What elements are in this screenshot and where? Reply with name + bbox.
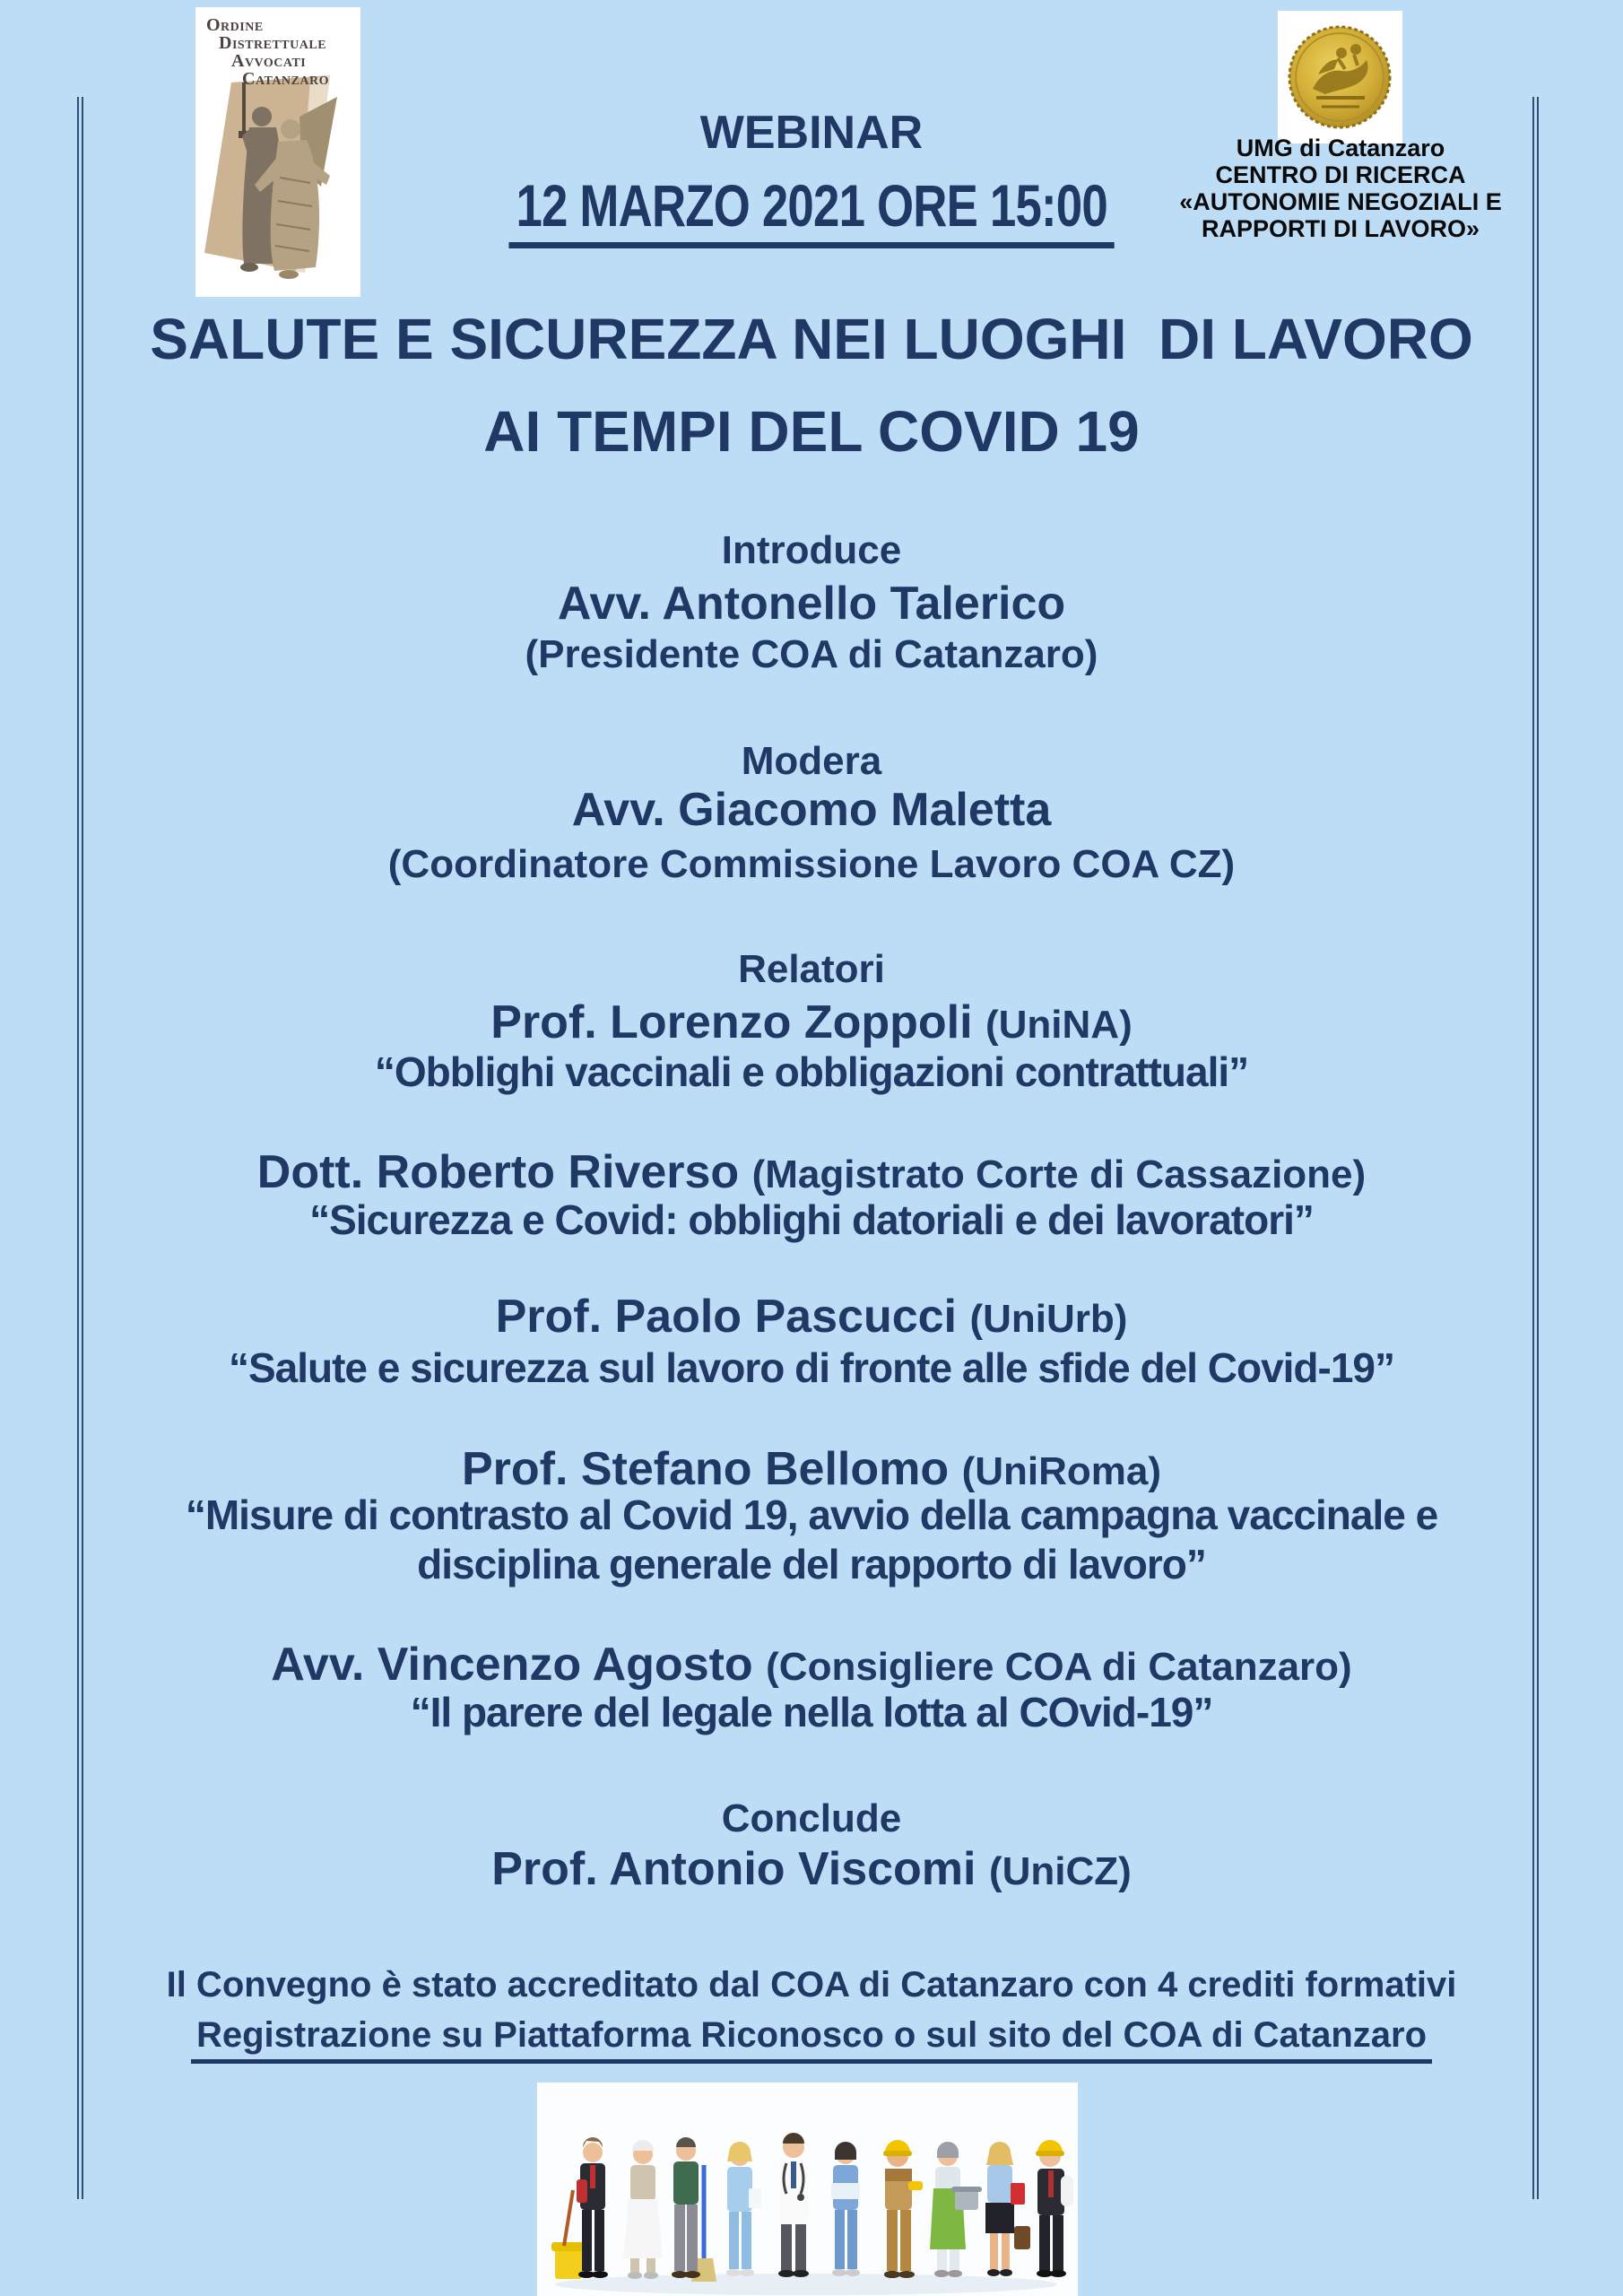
section-label-relatori: Relatori (738, 947, 885, 991)
talk-title-agosto: “Il parere del legale nella lotta al COvid-19” (410, 1689, 1213, 1735)
umg-org: UMG di Catanzaro (1236, 135, 1445, 161)
speaker-line-agosto (0, 1639, 1623, 1691)
event-date-text: 12 MARZO 2021 ORE 15:00 (508, 176, 1115, 248)
main-title-line2: AI TEMPI DEL COVID 19 (483, 399, 1140, 464)
talk-title-pascucci: “Salute e sicurezza sul lavoro di fronte alle sfide del Covid-19” (228, 1344, 1395, 1391)
speaker-name-agosto: Avv. Vincenzo Agosto (271, 1639, 753, 1691)
speaker-affiliation-maletta: (Coordinatore Commissione Lavoro COA CZ) (387, 842, 1236, 886)
speaker-affiliation-bellomo: (UniRoma) (961, 1449, 1162, 1493)
workers-photo (537, 2083, 1078, 2296)
speaker-line-bellomo (0, 1443, 1623, 1495)
registration-note (0, 2017, 1623, 2064)
speaker-line-viscomi (0, 1843, 1623, 1895)
ordine-logo-text (195, 7, 360, 88)
umg-name-line1: «AUTONOMIE NEGOZIALI E (1179, 188, 1502, 215)
speaker-affiliation-viscomi: (UniCZ) (988, 1849, 1132, 1893)
speaker-affiliation-pascucci: (UniUrb) (969, 1297, 1128, 1341)
speaker-name-zoppoli: Prof. Lorenzo Zoppoli (490, 996, 973, 1048)
speaker-line-zoppoli (0, 996, 1623, 1048)
logo-text-line: Distrettuale (219, 33, 327, 53)
speaker-name-talerico: Avv. Antonello Talerico (557, 578, 1066, 630)
speaker-affiliation-zoppoli: (UniNA) (985, 1003, 1133, 1047)
umg-center: CENTRO DI RICERCA (1215, 161, 1466, 188)
logo-text-line: Ordine (206, 15, 264, 35)
speaker-affiliation-agosto: (Consigliere COA di Catanzaro) (766, 1645, 1352, 1689)
talk-title-bellomo-line1: “Misure di contrasto al Covid 19, avvio della campagna vaccinale e (185, 1492, 1438, 1538)
speaker-name-pascucci: Prof. Paolo Pascucci (495, 1291, 957, 1343)
speaker-line-riverso (0, 1146, 1623, 1198)
speaker-affiliation-talerico: (Presidente COA di Catanzaro) (525, 632, 1098, 676)
talk-title-riverso: “Sicurezza e Covid: obblighi datoriali e dei lavoratori” (309, 1196, 1314, 1243)
speaker-affiliation-riverso: (Magistrato Corte di Cassazione) (751, 1152, 1367, 1196)
talk-title-zoppoli: “Obblighi vaccinali e obbligazioni contrattuali” (374, 1048, 1249, 1095)
speaker-line-pascucci (0, 1291, 1623, 1343)
speaker-name-riverso: Dott. Roberto Riverso (256, 1146, 740, 1198)
speaker-name-maletta: Avv. Giacomo Maletta (571, 784, 1052, 836)
webinar-heading: WEBINAR (699, 107, 924, 159)
talk-title-bellomo-line2: disciplina generale del rapporto di lavoro” (417, 1541, 1206, 1587)
umg-name-line2: RAPPORTI DI LAVORO» (1201, 215, 1480, 242)
main-title-line1: SALUTE E SICUREZZA NEI LUOGHI DI LAVORO (150, 307, 1473, 371)
section-label-conclude: Conclude (721, 1796, 902, 1840)
speaker-name-viscomi: Prof. Antonio Viscomi (491, 1843, 976, 1895)
logo-text-line: Catanzaro (242, 69, 329, 89)
workers-group-illustration (537, 2083, 1078, 2296)
accreditation-note: Il Convegno è stato accreditato dal COA di Catanzaro con 4 crediti formativi (166, 1965, 1457, 2005)
logo-text-line: Avvocati (231, 51, 307, 71)
registration-note-text: Registrazione su Piattaforma Riconosco o sul sito del COA di Catanzaro (191, 2017, 1432, 2064)
ordine-avvocati-logo (195, 7, 360, 297)
speaker-name-bellomo: Prof. Stefano Bellomo (461, 1443, 950, 1495)
section-label-modera: Modera (741, 739, 882, 783)
statues-illustration (195, 70, 360, 297)
section-label-introduce: Introduce (721, 528, 902, 572)
